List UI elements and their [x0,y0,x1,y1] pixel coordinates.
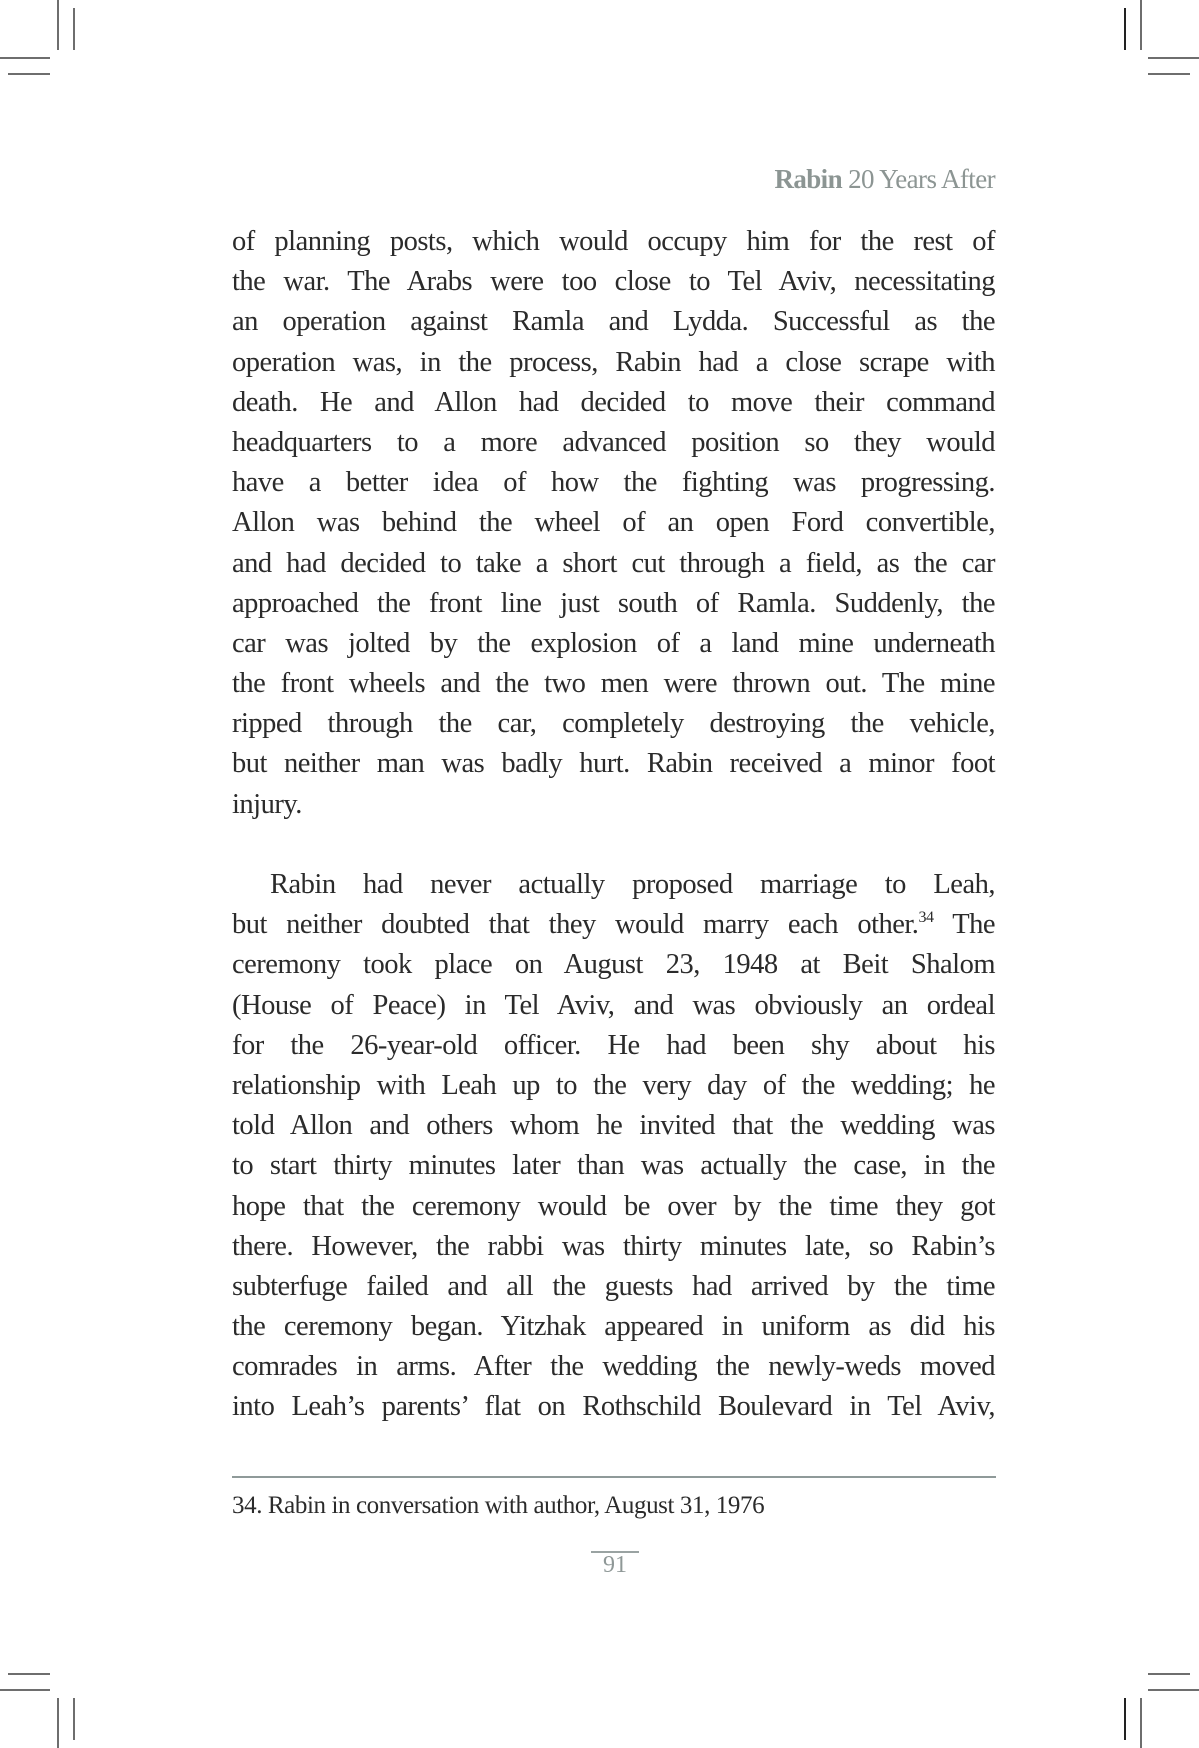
paragraph-gap [232,825,995,865]
crop-mark-top-right-h-inner [1148,73,1190,75]
text-line: operation was, in the process, Rabin had a close scrape with [232,346,995,378]
crop-mark-bottom-left-v-outer [57,1698,59,1748]
crop-mark-top-right-v-outer [1140,0,1142,50]
text-line: (House of Peace) in Tel Aviv, and was obviously an ordeal [232,989,995,1021]
text-line: of planning posts, which would occupy him for the rest of [232,226,995,257]
text-line: but neither doubted that they would marry each other.$^{34}$ The [232,909,996,941]
page-number: 91 [603,1552,627,1578]
text-line: the ceremony began. Yitzhak appeared in uniform as did his [232,1311,995,1343]
text-line: the war. The Arabs were too close to Tel Aviv, necessitating [232,266,995,298]
crop-mark-top-right-v-inner [1124,8,1126,50]
crop-mark-top-left-v-inner [73,8,75,50]
crop-mark-bottom-right-v-inner [1124,1698,1126,1740]
text-line: approached the front line just south of Ramla. Suddenly, the [232,587,995,619]
text-line: told Allon and others whom he invited that the wedding was [232,1110,995,1142]
running-header [774,164,995,195]
text-line: comrades in arms. After the wedding the newly-weds moved [232,1351,995,1383]
text-line: the front wheels and the two men were thrown out. The mine [232,668,995,700]
text-line: headquarters to a more advanced position so they would [232,426,995,458]
text-line: ripped through the car, completely destroying the vehicle, [232,708,995,740]
text-line: hope that the ceremony would be over by the time they got [232,1190,995,1222]
text-line: and had decided to take a short cut through a field, as the car [232,547,995,579]
text-line: there. However, the rabbi was thirty minutes late, so Rabin’s [232,1230,995,1262]
crop-mark-bottom-right-v-outer [1140,1698,1142,1748]
crop-mark-bottom-left-v-inner [73,1698,75,1740]
text-line: for the 26-year-old officer. He had been shy about his [232,1029,995,1061]
text-line: injury. [232,788,302,820]
footnote-marker[interactable]: 34 [918,909,934,927]
running-header-rest: 20 Years After [842,164,995,194]
crop-mark-bottom-left-h-inner [8,1673,50,1675]
text-line: to start thirty minutes later than was actually the case, in the [232,1150,995,1182]
text-line: have a better idea of how the fighting was progressing. [232,467,995,499]
crop-mark-bottom-left-h-outer [0,1689,50,1691]
text-line: Rabin had never actually proposed marriage to Leah, [270,869,995,900]
text-line: Allon was behind the wheel of an open Ford convertible, [232,507,995,539]
crop-mark-top-left-v-outer [57,0,59,50]
crop-mark-top-left-h-outer [0,57,50,59]
crop-mark-top-right-h-outer [1148,57,1199,59]
footnote: 34. Rabin in conversation with author, August 31, 1976 [232,1492,765,1519]
text-line: car was jolted by the explosion of a land mine underneath [232,627,995,659]
crop-mark-bottom-right-h-inner [1148,1673,1190,1675]
text-line: ceremony took place on August 23, 1948 at Beit Shalom [232,949,995,981]
text-line: death. He and Allon had decided to move their command [232,386,995,418]
text-line: relationship with Leah up to the very day of the wedding; he [232,1069,995,1101]
crop-mark-bottom-right-h-outer [1148,1689,1199,1691]
text-line: but neither man was badly hurt. Rabin received a minor foot [232,748,995,780]
footnote-rule [232,1476,996,1478]
text-line: an operation against Ramla and Lydda. Successful as the [232,306,995,338]
body-text [232,222,995,1428]
crop-mark-top-left-h-inner [8,73,50,75]
text-line: into Leah’s parents’ flat on Rothschild Boulevard in Tel Aviv, [232,1391,995,1423]
running-header-bold: Rabin [774,164,842,194]
text-line: subterfuge failed and all the guests had arrived by the time [232,1270,995,1302]
